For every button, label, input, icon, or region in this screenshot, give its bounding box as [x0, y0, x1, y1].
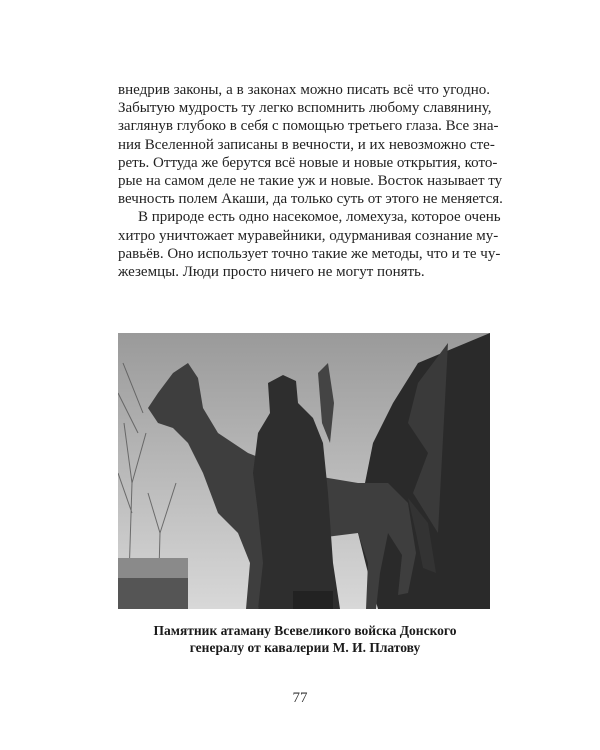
text-line: заглянув глубоко в себя с помощью третьего глаза. Все зна- [118, 118, 499, 135]
text-line: вечность полем Акаши, да только суть от этого не меняется. [118, 191, 503, 208]
text-line: равьёв. Оно использует точно такие же методы, что и те чу- [118, 245, 501, 262]
text-line: В природе есть одно насекомое, ломехуза, которое очень [138, 209, 501, 226]
photo-caption [100, 622, 510, 656]
body-text [118, 81, 503, 281]
monument-photo [118, 333, 490, 609]
caption-line: Памятник атаману Всевеликого войска Донского [153, 623, 457, 638]
text-line: Забытую мудрость ту легко вспомнить любому славянину, [118, 100, 492, 117]
text-line: хитро уничтожает муравейники, одурманивая сознание му- [118, 227, 499, 244]
text-line: рые на самом деле не такие уж и новые. Восток называет ту [118, 172, 503, 189]
text-line: реть. Оттуда же берутся всё новые и новые открытия, кото- [118, 154, 498, 171]
text-line: внедрив законы, а в законах можно писать всё что угодно. [118, 82, 490, 98]
text-line: жеземцы. Люди просто ничего не могут понять. [118, 263, 425, 280]
text-line: ния Вселенной записаны в вечности, и их невозможно сте- [118, 136, 495, 153]
page-number: 77 [292, 690, 308, 706]
caption-line: генералу от кавалерии М. И. Платову [189, 640, 421, 655]
